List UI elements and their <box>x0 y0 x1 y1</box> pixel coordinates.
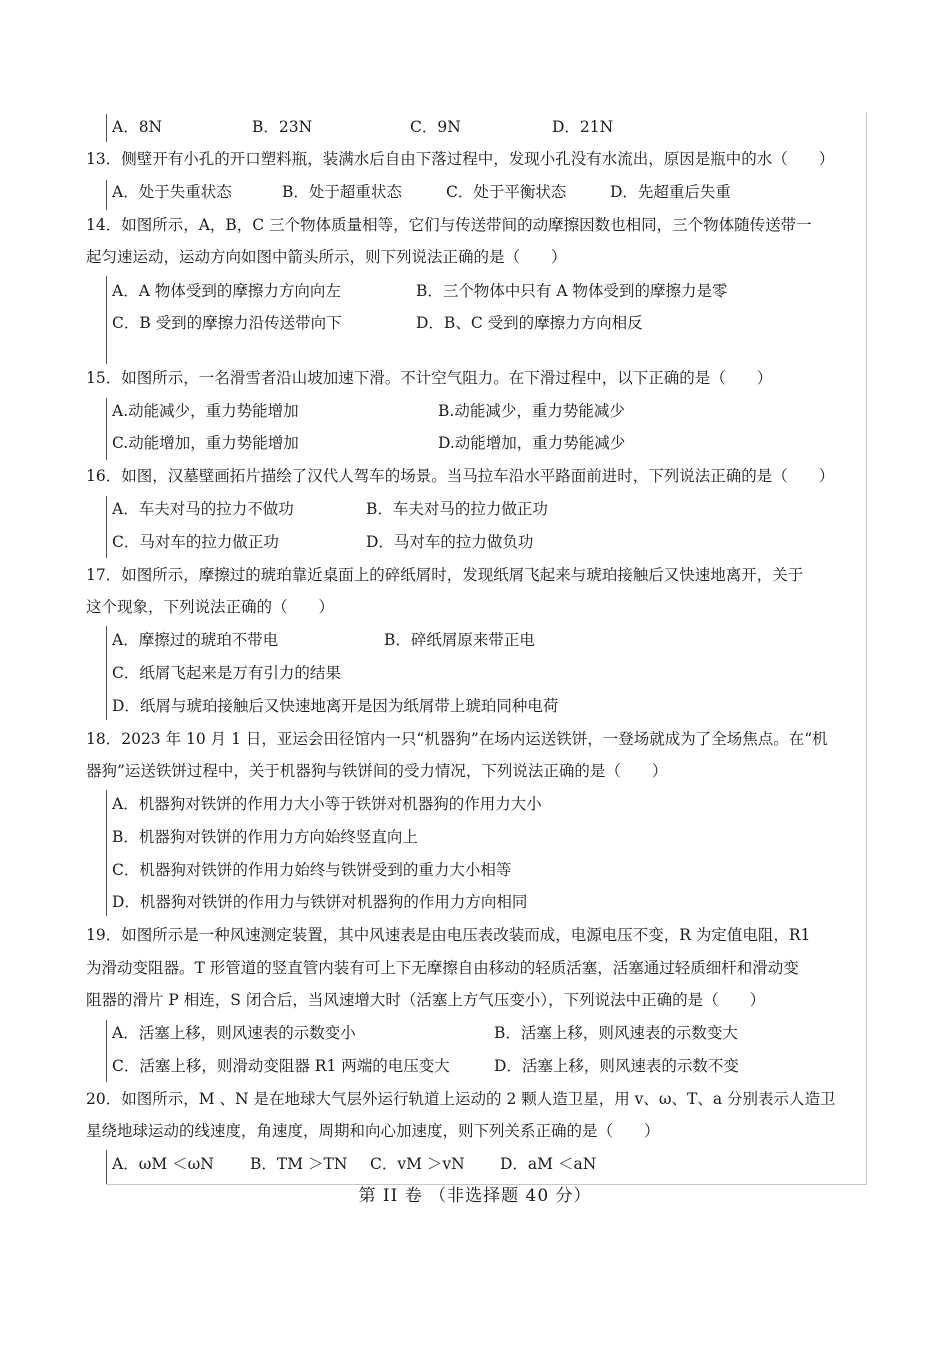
option-bar <box>106 496 107 558</box>
q18-option-d: D．机器狗对铁饼的作用力与铁饼对机器狗的作用力方向相同 <box>112 893 528 911</box>
q20-option-b: B．TM ＞TN <box>250 1155 348 1173</box>
q18-option-c: C．机器狗对铁饼的作用力始终与铁饼受到的重力大小相等 <box>112 861 512 879</box>
q14-option-d: D．B、C 受到的摩擦力方向相反 <box>416 314 643 332</box>
q14-stem-line1: 14．如图所示，A，B，C 三个物体质量相等，它们与传送带间的动摩擦因数也相同，三个物体随传送带一 <box>86 216 812 234</box>
q16-option-c: C．马对车的拉力做正功 <box>112 533 279 551</box>
q18-stem-line1: 18．2023 年 10 月 1 日，亚运会田径馆内一只“机器狗”在场内运送铁饼，一登场就成为了全场焦点。在“机 <box>86 730 828 748</box>
q16-option-d: D．马对车的拉力做负功 <box>366 533 534 551</box>
q19-option-c: C．活塞上移，则滑动变阻器 R1 两端的电压变大 <box>112 1057 450 1075</box>
q19-option-a: A．活塞上移，则风速表的示数变小 <box>112 1024 356 1042</box>
q16-stem: 16．如图，汉墓壁画拓片描绘了汉代人驾车的场景。当马拉车沿水平路面前进时，下列说法正确的是（ ） <box>86 467 835 485</box>
option-bar <box>106 276 107 364</box>
q14-option-b: B．三个物体中只有 A 物体受到的摩擦力是零 <box>416 282 728 300</box>
q12-option-a: A．8N <box>112 118 163 136</box>
q13-option-d: D．先超重后失重 <box>610 183 731 201</box>
q18-stem-line2: 器狗”运送铁饼过程中，关于机器狗与铁饼间的受力情况，下列说法正确的是（ ） <box>86 762 668 780</box>
q16-option-a: A．车夫对马的拉力不做功 <box>112 500 294 518</box>
option-bar <box>106 1020 107 1082</box>
option-bar <box>106 114 107 142</box>
q18-option-b: B．机器狗对铁饼的作用力方向始终竖直向上 <box>112 828 418 846</box>
q17-option-a: A．摩擦过的琥珀不带电 <box>112 631 279 649</box>
q17-option-d: D．纸屑与琥珀接触后又快速地离开是因为纸屑带上琥珀同种电荷 <box>112 697 559 715</box>
q20-option-d: D．aM ＜aN <box>500 1155 597 1173</box>
q15-option-a: A.动能减少，重力势能增加 <box>112 402 299 420</box>
q20-option-a: A．ωM ＜ωN <box>112 1155 214 1173</box>
q20-stem-line1: 20．如图所示，M 、N 是在地球大气层外运行轨道上运动的 2 颗人造卫星，用 v、ω、T、a 分别表示人造卫 <box>86 1090 836 1108</box>
q19-stem-line3: 阻器的滑片 P 相连，S 闭合后，当风速增大时（活塞上方气压变小），下列说法中正确的是（ ） <box>86 991 766 1009</box>
q19-option-d: D．活塞上移，则风速表的示数不变 <box>494 1057 739 1075</box>
option-bar <box>106 398 107 460</box>
q12-option-c: C．9N <box>410 118 461 136</box>
q15-option-c: C.动能增加，重力势能增加 <box>112 434 299 452</box>
q15-option-d: D.动能增加，重力势能减少 <box>438 434 626 452</box>
q20-stem-line2: 星绕地球运动的线速度，角速度，周期和向心加速度，则下列关系正确的是（ ） <box>86 1122 660 1140</box>
q16-option-b: B．车夫对马的拉力做正功 <box>366 500 548 518</box>
q15-stem: 15．如图所示，一名滑雪者沿山坡加速下滑。不计空气阻力。在下滑过程中，以下正确的是（ ） <box>86 369 773 387</box>
option-bar <box>106 626 107 720</box>
q17-option-b: B．碎纸屑原来带正电 <box>384 631 535 649</box>
option-bar <box>106 180 107 210</box>
q18-option-a: A．机器狗对铁饼的作用力大小等于铁饼对机器狗的作用力大小 <box>112 795 542 813</box>
q14-option-a: A．A 物体受到的摩擦力方向向左 <box>112 282 341 300</box>
q14-stem-line2: 起匀速运动，运动方向如图中箭头所示，则下列说法正确的是（ ） <box>86 248 567 266</box>
q14-option-c: C．B 受到的摩擦力沿传送带向下 <box>112 314 342 332</box>
q12-option-b: B．23N <box>252 118 313 136</box>
q13-option-a: A．处于失重状态 <box>112 183 232 201</box>
q13-option-b: B．处于超重状态 <box>282 183 402 201</box>
q12-option-d: D．21N <box>552 118 614 136</box>
q15-option-b: B.动能减少，重力势能减少 <box>438 402 625 420</box>
q13-option-c: C．处于平衡状态 <box>446 183 567 201</box>
q17-stem-line1: 17．如图所示，摩擦过的琥珀靠近桌面上的碎纸屑时，发现纸屑飞起来与琥珀接触后又快速地离开，关于 <box>86 566 804 584</box>
q17-stem-line2: 这个现象，下列说法正确的（ ） <box>86 598 335 616</box>
section-heading: 第 II 卷 （非选择题 40 分） <box>358 1186 592 1206</box>
option-bar <box>106 1150 107 1184</box>
q19-stem-line2: 为滑动变阻器。T 形管道的竖直管内装有可上下无摩擦自由移动的轻质活塞，活塞通过轻质细杆和滑动变 <box>86 959 799 977</box>
q13-stem: 13．侧壁开有小孔的开口塑料瓶，装满水后自由下落过程中，发现小孔没有水流出，原因是瓶中的水（ ） <box>86 150 835 168</box>
option-bar <box>106 790 107 916</box>
q19-stem-line1: 19．如图所示是一种风速测定装置，其中风速表是由电压表改装而成，电源电压不变，R 为定值电阻，R1 <box>86 926 811 944</box>
q17-option-c: C．纸屑飞起来是万有引力的结果 <box>112 664 341 682</box>
q19-option-b: B．活塞上移，则风速表的示数变大 <box>494 1024 738 1042</box>
q20-option-c: C．vM ＞vN <box>370 1155 465 1173</box>
